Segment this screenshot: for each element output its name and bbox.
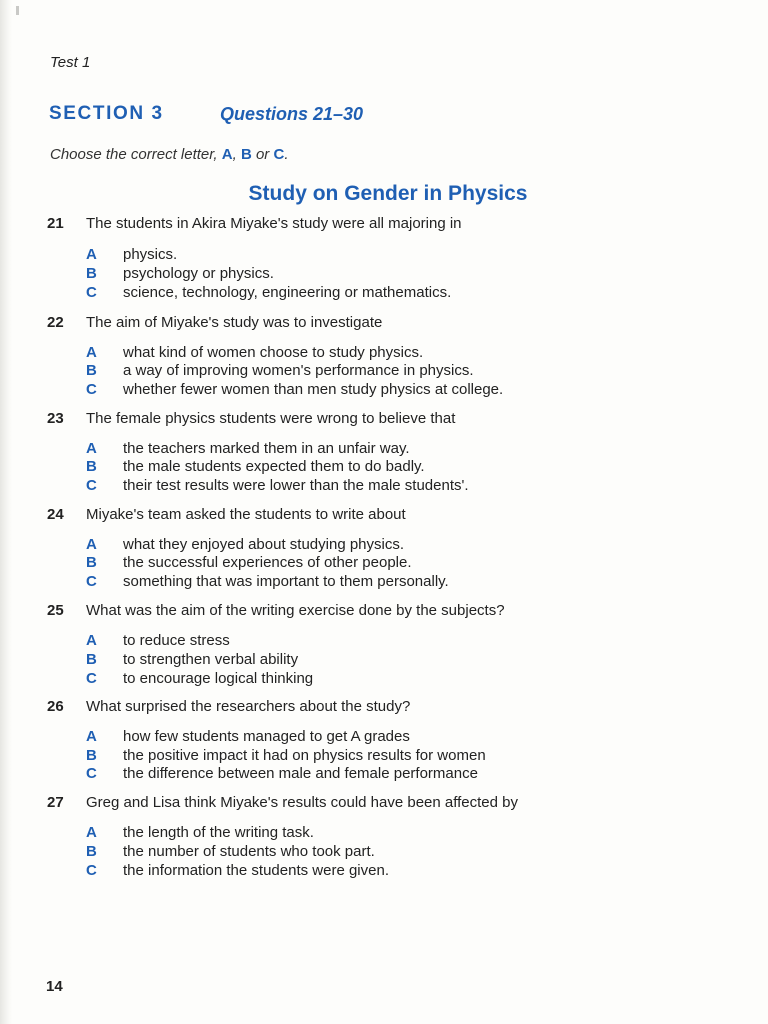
page-number: 14 — [46, 978, 63, 995]
option-letter: A — [86, 440, 97, 457]
option-letter: B — [86, 554, 97, 571]
question-stem: The students in Akira Miyake's study were all majoring in — [86, 215, 462, 232]
page-binding-edge — [0, 0, 12, 1024]
option-letter: A — [86, 632, 97, 649]
instruction — [50, 146, 289, 163]
option-text: the successful experiences of other people. — [123, 554, 412, 571]
option-text: their test results were lower than the male students'. — [123, 477, 469, 494]
option-text: something that was important to them personally. — [123, 573, 449, 590]
section-heading: SECTION 3 — [49, 103, 164, 124]
option-letter: B — [86, 458, 97, 475]
option-letter: B — [86, 651, 97, 668]
question-number: 24 — [47, 506, 64, 523]
question-number: 26 — [47, 698, 64, 715]
option-text: the difference between male and female performance — [123, 765, 478, 782]
option-letter: A — [86, 536, 97, 553]
option-text: to encourage logical thinking — [123, 670, 314, 687]
questions-range: Questions 21–30 — [220, 104, 364, 124]
option-letter: C — [86, 573, 97, 590]
option-letter: B — [86, 843, 97, 860]
question-number: 25 — [47, 602, 64, 619]
option-letter: A — [86, 246, 97, 263]
instruction-or: or — [255, 146, 270, 163]
option-text: psychology or physics. — [123, 265, 274, 282]
option-text: what they enjoyed about studying physics. — [123, 536, 405, 553]
instruction-comma: , — [232, 146, 237, 163]
option-text: what kind of women choose to study physics. — [123, 344, 424, 361]
option-letter: A — [86, 344, 97, 361]
question-number: 21 — [47, 215, 64, 232]
question-stem: What was the aim of the writing exercise done by the subjects? — [86, 602, 505, 619]
option-letter: A — [86, 824, 97, 841]
option-text: to reduce stress — [123, 632, 230, 649]
study-title: Study on Gender in Physics — [248, 182, 528, 205]
option-text: how few students managed to get A grades — [123, 728, 410, 745]
option-letter: C — [86, 862, 97, 879]
option-text: physics. — [123, 246, 178, 263]
question-stem: The female physics students were wrong to believe that — [86, 410, 456, 427]
option-text: whether fewer women than men study physics at college. — [123, 381, 504, 398]
option-text: the teachers marked them in an unfair way. — [123, 440, 410, 457]
option-text: the number of students who took part. — [123, 843, 375, 860]
option-text: the male students expected them to do badly. — [123, 458, 425, 475]
option-text: the information the students were given. — [123, 862, 389, 879]
instruction-period: . — [284, 146, 289, 163]
option-letter: B — [86, 747, 97, 764]
option-text: science, technology, engineering or mathematics. — [123, 284, 452, 301]
option-letter: A — [86, 728, 97, 745]
instruction-prefix: Choose the correct letter, — [50, 146, 218, 163]
option-text: the length of the writing task. — [123, 824, 314, 841]
option-letter: C — [86, 284, 97, 301]
scan-mark — [16, 6, 19, 15]
option-text: a way of improving women's performance in physics. — [123, 362, 474, 379]
test-label: Test 1 — [50, 54, 91, 71]
option-letter: B — [86, 362, 97, 379]
question-number: 22 — [47, 314, 64, 331]
question-number: 27 — [47, 794, 64, 811]
question-stem: The aim of Miyake's study was to investigate — [86, 314, 383, 331]
question-stem: Miyake's team asked the students to write about — [86, 506, 406, 523]
instruction-letter-b: B — [240, 146, 252, 163]
instruction-letter-c: C — [273, 146, 285, 163]
option-letter: C — [86, 477, 97, 494]
question-number: 23 — [47, 410, 64, 427]
instruction-letter-a: A — [221, 146, 233, 163]
option-letter: C — [86, 381, 97, 398]
option-text: the positive impact it had on physics results for women — [123, 747, 486, 764]
option-letter: B — [86, 265, 97, 282]
option-letter: C — [86, 670, 97, 687]
option-text: to strengthen verbal ability — [123, 651, 299, 668]
question-stem: Greg and Lisa think Miyake's results could have been affected by — [86, 794, 519, 811]
question-stem: What surprised the researchers about the study? — [86, 698, 411, 715]
option-letter: C — [86, 765, 97, 782]
